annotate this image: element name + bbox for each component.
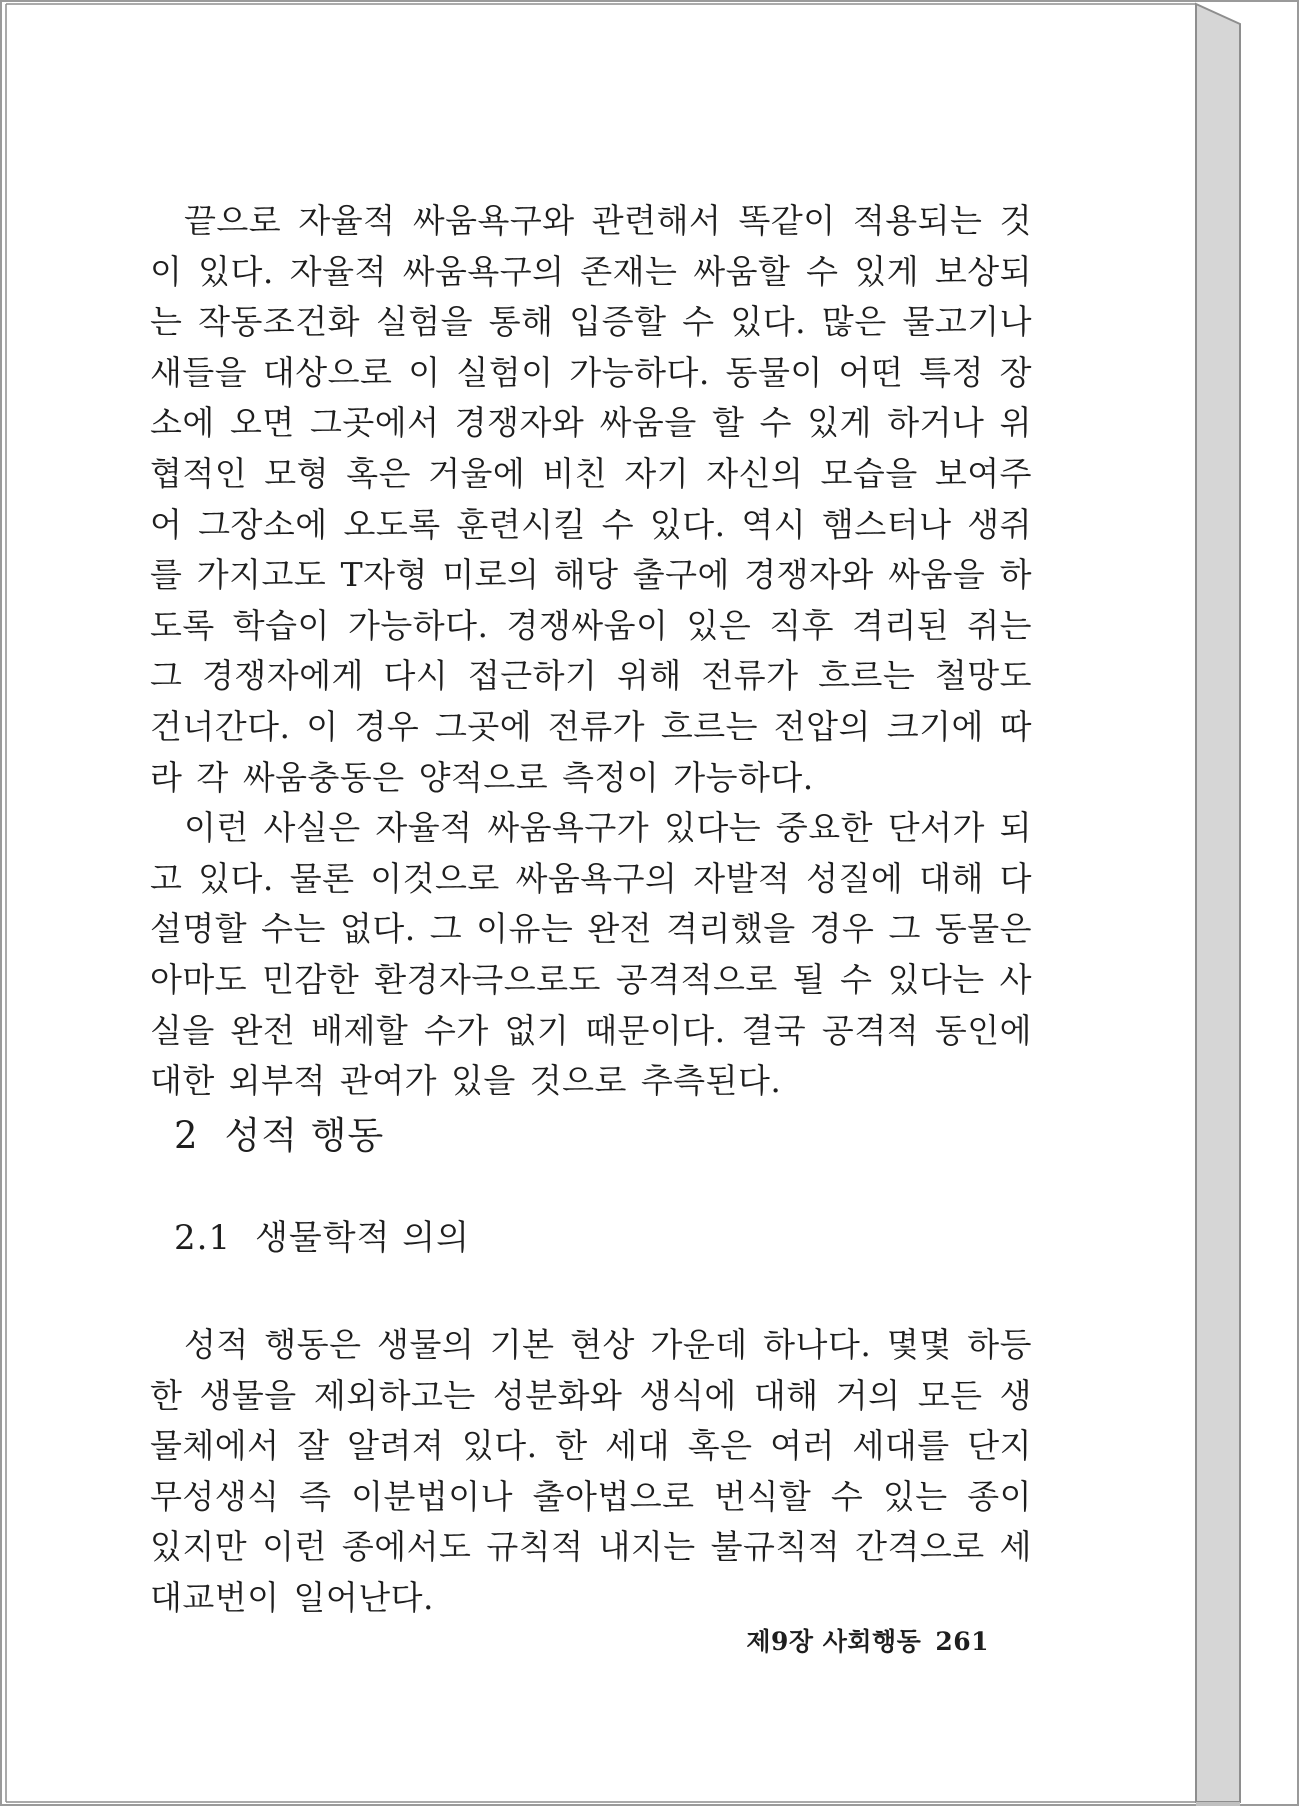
paragraph-sexual-behavior-intro: 성적 행동은 생물의 기본 현상 가운데 하나다. 몇몇 하등한 생물을 제외하고는 성분화와 생식에 대해 거의 모든 생물체에서 잘 알려져 있다. 한 세대 혹은 여러 세대를 단지 무성생식 즉 이분법이나 출아법으로 번식할 수 있는 종이 있지만 이런 종에서도 규칙적 내지는 불규칙적 간격으로 세대교번이 일어난다. [150, 1325, 1032, 1617]
subsection-title-text: 생물학적 의의 [255, 1218, 470, 1258]
footer-chapter-title: 제9장 사회행동 [746, 1627, 922, 1656]
paragraph-autonomous-fighting-drive: 끝으로 자율적 싸움욕구와 관련해서 똑같이 적용되는 것이 있다. 자율적 싸움욕구의 존재는 싸움할 수 있게 보상되는 작동조건화 실험을 통해 입증할 수 있다. 많은 물고기나 새들을 대상으로 이 실험이 가능하다. 동물이 어떤 특정 장소에 오면 그곳에서 경쟁자와 싸움을 할 수 있게 하거나 위협적인 모형 혹은 거울에 비친 자기 자신의 모습을 보여주어 그장소에 오도록 훈련시킬 수 있다. 역시 햄스터나 생쥐를 가지고도 T자형 미로의 해당 출구에 경쟁자와 싸움을 하도록 학습이 가능하다. 경쟁싸움이 있은 직후 격리된 쥐는 그 경쟁자에게 다시 접근하기 위해 전류가 흐르는 철망도 건너간다. 이 경우 그곳에 전류가 흐르는 전압의 크기에 따라 각 싸움충동은 양적으로 측정이 가능하다. [150, 201, 1032, 797]
subsection-number: 2.1 [174, 1218, 232, 1258]
page-number: 261 [935, 1627, 989, 1656]
paragraph-evidence-conclusion: 이런 사실은 자율적 싸움욕구가 있다는 중요한 단서가 되고 있다. 물론 이것으로 싸움욕구의 자발적 성질에 대해 다 설명할 수는 없다. 그 이유는 완전 격리했을 경우 그 동물은 아마도 민감한 환경자극으로도 공격적으로 될 수 있다는 사실을 완전 배제할 수가 없기 때문이다. 결국 공격적 동인에 대한 외부적 관여가 있을 것으로 추측된다. [150, 808, 1032, 1101]
body-text-top [150, 196, 1032, 1107]
section-number: 2 [174, 1114, 199, 1157]
body-text-bottom [150, 1320, 1032, 1624]
subsection-heading [174, 1210, 470, 1259]
section-title-text: 성적 행동 [224, 1114, 385, 1157]
section-heading [174, 1105, 384, 1159]
page-footer [746, 1622, 989, 1658]
